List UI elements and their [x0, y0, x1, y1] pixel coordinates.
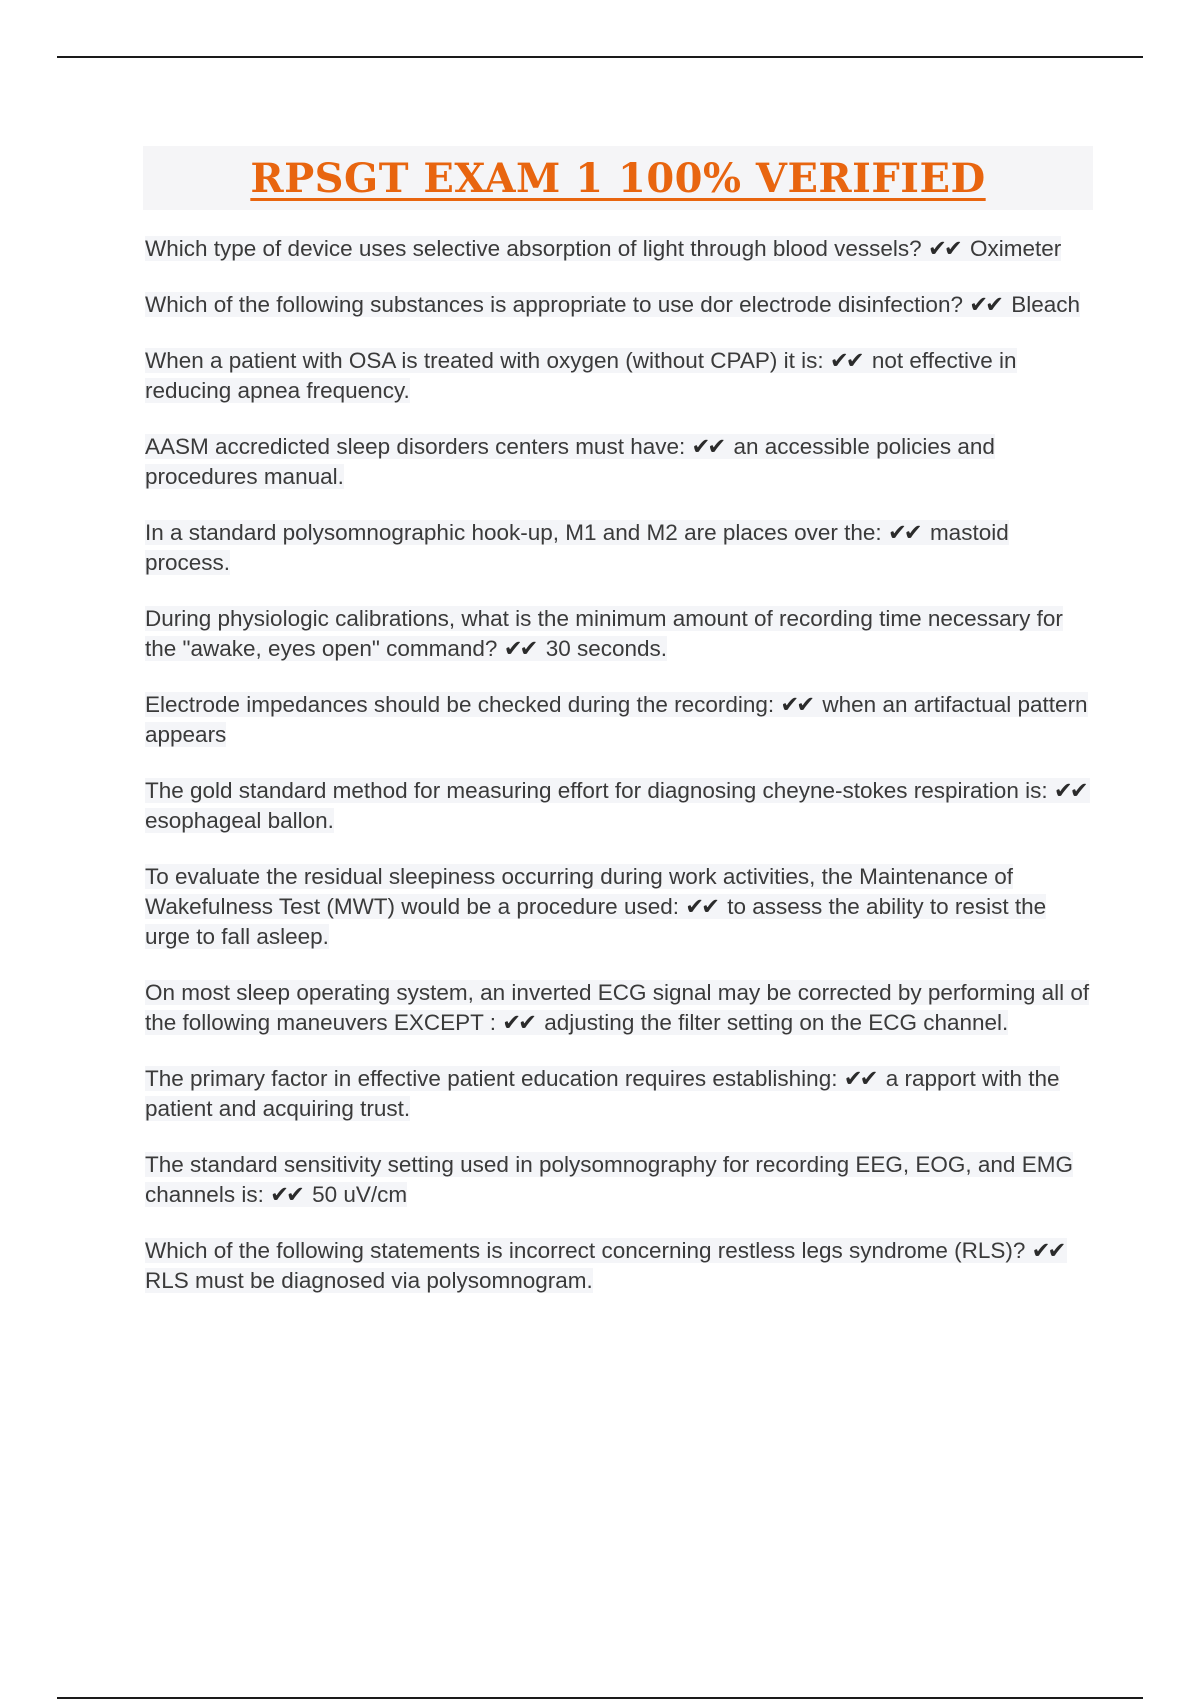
qa-item — [145, 1064, 1095, 1124]
bottom-divider — [57, 1697, 1143, 1699]
double-check-icon: ✔✔ — [780, 692, 813, 717]
double-check-icon: ✔✔ — [1053, 778, 1086, 803]
qa-item — [145, 690, 1095, 750]
page-title: RPSGT EXAM 1 100% VERIFIED — [250, 154, 986, 202]
answer-text: Oximeter — [969, 236, 1062, 261]
double-check-icon: ✔✔ — [829, 348, 862, 373]
question-text: Which of the following substances is appropriate to use dor electrode disinfection? — [145, 292, 963, 317]
question-text: On most sleep operating system, an inverted ECG signal may be corrected by performing all of the following maneuvers EXCEPT : — [145, 980, 1090, 1035]
qa-item — [145, 604, 1095, 664]
question-text: AASM accredicted sleep disorders centers must have: — [145, 434, 686, 459]
question-text: Which type of device uses selective absorption of light through blood vessels? — [145, 236, 922, 261]
double-check-icon: ✔✔ — [843, 1066, 876, 1091]
double-check-icon: ✔✔ — [270, 1182, 302, 1207]
qa-item — [145, 1150, 1095, 1210]
double-check-icon: ✔✔ — [927, 236, 960, 261]
answer-text: esophageal ballon. — [145, 808, 334, 833]
qa-item — [145, 346, 1095, 406]
double-check-icon: ✔✔ — [685, 894, 717, 919]
answer-text: when an artifactual pattern appears — [145, 692, 1088, 747]
title-banner — [143, 146, 1093, 210]
qa-item — [145, 432, 1095, 492]
double-check-icon: ✔✔ — [691, 434, 724, 459]
answer-text: RLS must be diagnosed via polysomnogram. — [145, 1268, 593, 1293]
double-check-icon: ✔✔ — [503, 636, 536, 661]
answer-text: a rapport with the patient and acquiring trust. — [145, 1066, 1060, 1121]
answer-text: mastoid process. — [145, 520, 1009, 575]
qa-item — [145, 862, 1095, 952]
qa-item — [145, 1236, 1095, 1296]
question-text: The primary factor in effective patient education requires establishing: — [145, 1066, 838, 1091]
answer-text: 50 uV/cm — [312, 1182, 408, 1207]
question-text: The standard sensitivity setting used in polysomnography for recording EEG, EOG, and EMG channels is: — [145, 1152, 1073, 1207]
qa-item — [145, 518, 1095, 578]
question-text: The gold standard method for measuring effort for diagnosing cheyne-stokes respiration is: — [145, 778, 1048, 803]
double-check-icon: ✔✔ — [502, 1010, 534, 1035]
answer-text: adjusting the filter setting on the ECG channel. — [544, 1010, 1009, 1035]
answer-text: 30 seconds. — [545, 636, 668, 661]
qa-item — [145, 234, 1095, 264]
double-check-icon: ✔✔ — [887, 520, 920, 545]
answer-text: an accessible policies and procedures manual. — [145, 434, 995, 489]
qa-list — [145, 234, 1095, 1322]
qa-item — [145, 776, 1095, 836]
question-text: Which of the following statements is incorrect concerning restless legs syndrome (RLS)? — [145, 1238, 1026, 1263]
double-check-icon: ✔✔ — [1031, 1238, 1064, 1263]
question-text: When a patient with OSA is treated with oxygen (without CPAP) it is: — [145, 348, 824, 373]
answer-text: Bleach — [1011, 292, 1081, 317]
qa-item — [145, 290, 1095, 320]
top-divider — [57, 56, 1143, 58]
qa-item — [145, 978, 1095, 1038]
question-text: To evaluate the residual sleepiness occurring during work activities, the Maintenance of Wakefulness Test (MWT) would be a procedure used: — [145, 864, 1013, 919]
answer-text: to assess the ability to resist the urge to fall asleep. — [145, 894, 1047, 949]
answer-text: not effective in reducing apnea frequency. — [145, 348, 1017, 403]
question-text: During physiologic calibrations, what is the minimum amount of recording time necessary for the "awake, eyes open" command? — [145, 606, 1063, 661]
question-text: Electrode impedances should be checked during the recording: — [145, 692, 775, 717]
question-text: In a standard polysomnographic hook-up, M1 and M2 are places over the: — [145, 520, 882, 545]
double-check-icon: ✔✔ — [969, 292, 1001, 317]
